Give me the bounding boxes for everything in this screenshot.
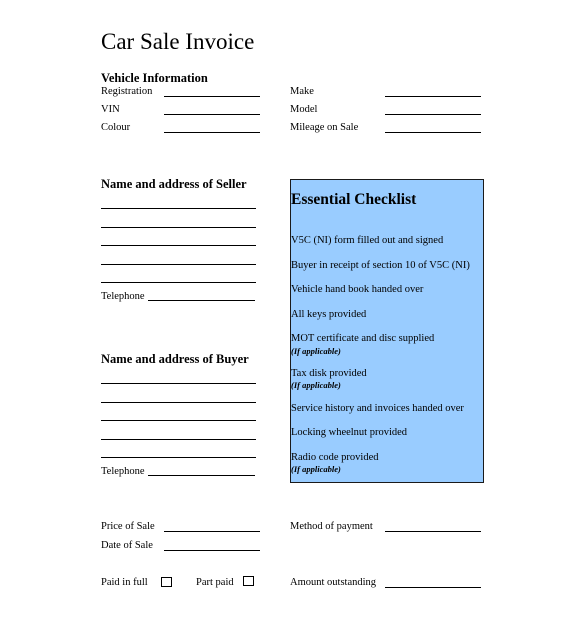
model-label: Model	[290, 104, 318, 115]
buyer-telephone-field[interactable]	[148, 475, 255, 476]
seller-telephone-label: Telephone	[101, 291, 145, 302]
part-paid-label: Part paid	[196, 577, 234, 588]
buyer-address-line[interactable]	[101, 402, 256, 403]
checklist-item: Locking wheelnut provided	[291, 427, 408, 438]
mileage-field[interactable]	[385, 132, 481, 133]
price-of-sale-field[interactable]	[164, 531, 260, 532]
colour-field[interactable]	[164, 132, 260, 133]
checklist-item: Buyer in receipt of section 10 of V5C (NI)	[291, 260, 470, 271]
checklist-item: MOT certificate and disc supplied	[291, 333, 435, 344]
buyer-telephone-label: Telephone	[101, 466, 145, 477]
seller-heading: Name and address of Seller	[101, 177, 247, 191]
date-of-sale-label: Date of Sale	[101, 540, 153, 551]
seller-address-line[interactable]	[101, 264, 256, 265]
colour-label: Colour	[101, 122, 131, 133]
buyer-address-line[interactable]	[101, 420, 256, 421]
seller-telephone-field[interactable]	[148, 300, 255, 301]
checklist-heading: Essential Checklist	[291, 191, 417, 208]
date-of-sale-field[interactable]	[164, 550, 260, 551]
mileage-label: Mileage on Sale	[290, 122, 359, 133]
vehicle-info-heading: Vehicle Information	[101, 71, 208, 85]
vin-label: VIN	[101, 104, 120, 115]
paid-in-full-checkbox[interactable]	[161, 577, 172, 587]
seller-address-line[interactable]	[101, 282, 256, 283]
checklist-item-note: (If applicable)	[291, 464, 341, 474]
checklist-item: All keys provided	[291, 309, 367, 320]
part-paid-checkbox[interactable]	[243, 576, 254, 586]
registration-label: Registration	[101, 86, 153, 97]
checklist-item-note: (If applicable)	[291, 380, 341, 390]
registration-field[interactable]	[164, 96, 260, 97]
checklist-item: V5C (NI) form filled out and signed	[291, 235, 444, 246]
checklist-item: Service history and invoices handed over	[291, 403, 464, 414]
buyer-address-line[interactable]	[101, 383, 256, 384]
price-of-sale-label: Price of Sale	[101, 521, 155, 532]
amount-outstanding-field[interactable]	[385, 587, 481, 588]
buyer-address-line[interactable]	[101, 439, 256, 440]
method-of-payment-field[interactable]	[385, 531, 481, 532]
seller-address-line[interactable]	[101, 245, 256, 246]
method-of-payment-label: Method of payment	[290, 521, 373, 532]
seller-address-line[interactable]	[101, 227, 256, 228]
page-title: Car Sale Invoice	[101, 29, 255, 54]
paid-in-full-label: Paid in full	[101, 577, 148, 588]
make-label: Make	[290, 86, 314, 97]
checklist-item: Radio code provided	[291, 452, 379, 463]
buyer-address-line[interactable]	[101, 457, 256, 458]
checklist-item: Vehicle hand book handed over	[291, 284, 424, 295]
model-field[interactable]	[385, 114, 481, 115]
vin-field[interactable]	[164, 114, 260, 115]
checklist-item: Tax disk provided	[291, 368, 367, 379]
seller-address-line[interactable]	[101, 208, 256, 209]
amount-outstanding-label: Amount outstanding	[290, 577, 377, 588]
checklist-item-note: (If applicable)	[291, 346, 341, 356]
make-field[interactable]	[385, 96, 481, 97]
buyer-heading: Name and address of Buyer	[101, 352, 249, 366]
